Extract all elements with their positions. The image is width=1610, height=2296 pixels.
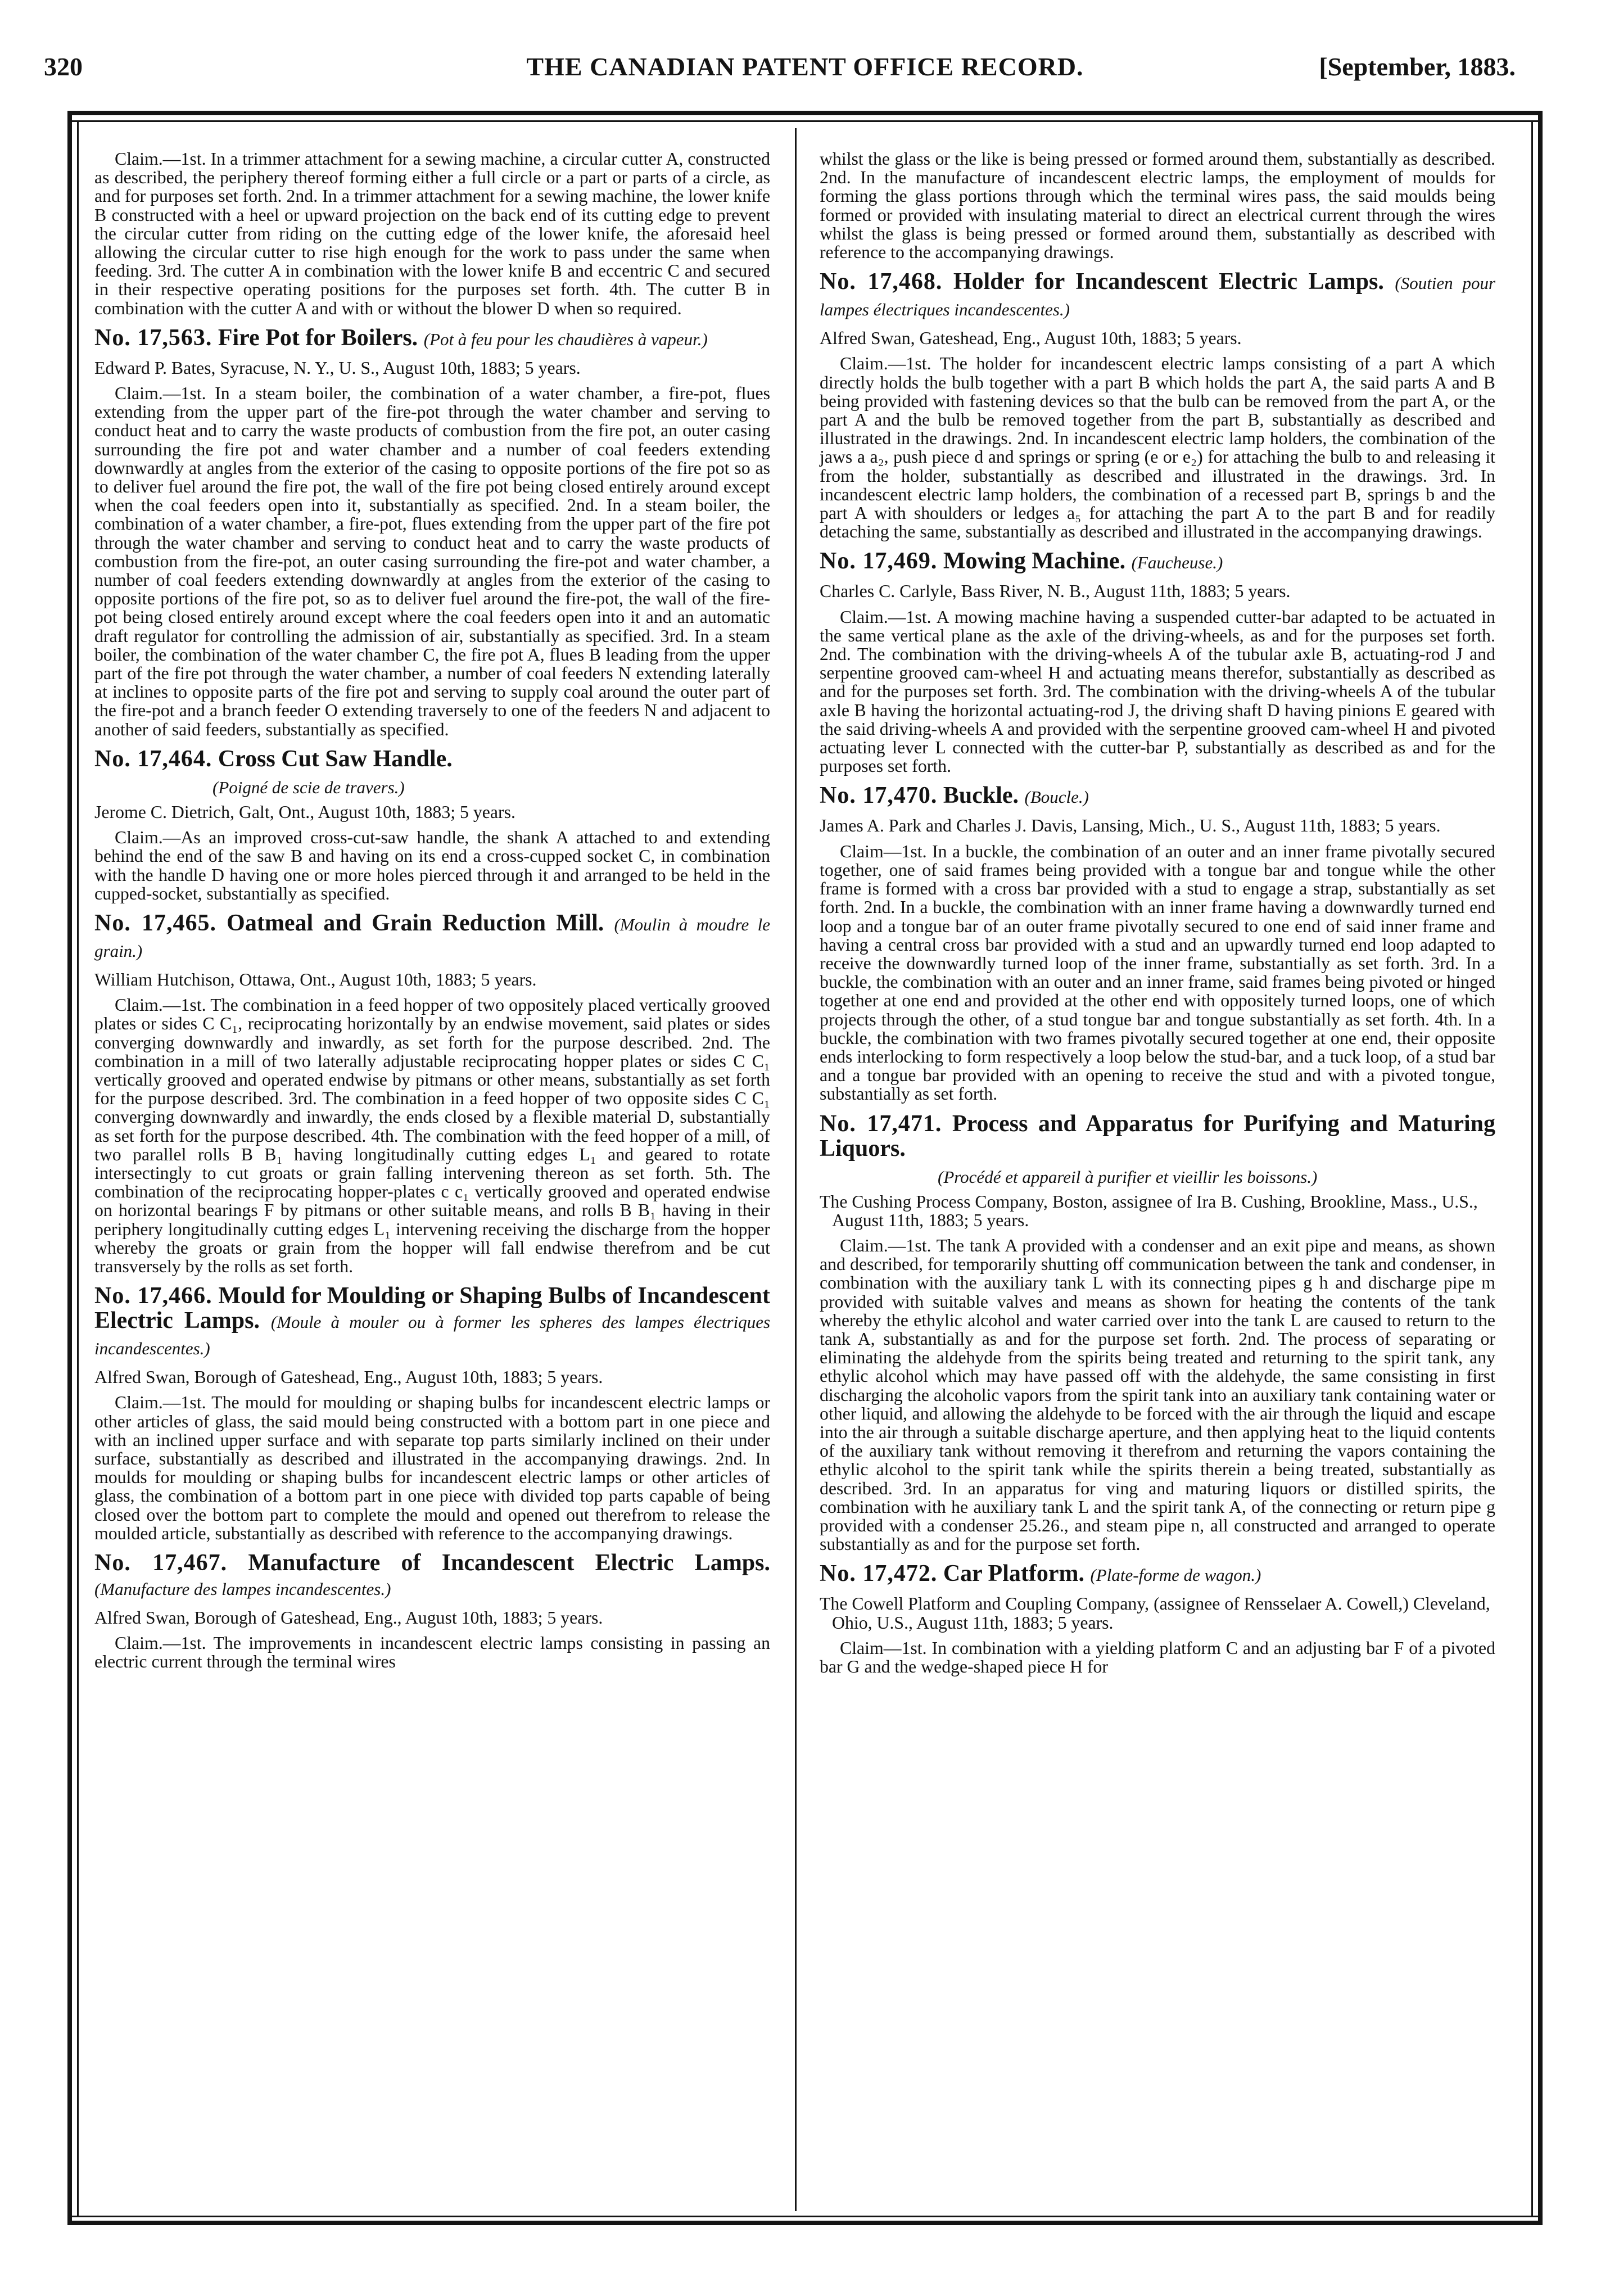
patent-title: Holder for Incandescent Electric Lamps. xyxy=(953,269,1384,295)
patent-title: Mould for Moulding or Shaping Bulbs of Incandescent Electric Lamps. xyxy=(94,1283,771,1334)
patent-title: Mowing Machine. xyxy=(943,548,1126,575)
right-border-thin xyxy=(1531,120,1533,2217)
patent-number: No. 17,467. xyxy=(94,1549,228,1576)
top-rule-thick xyxy=(67,111,1543,115)
patent-number: No. 17,465. xyxy=(94,910,216,936)
patent-number: No. 17,464. xyxy=(94,745,212,772)
patent-french-title: (Moule à mouler ou à former les spheres des lampes électriques incandescentes.) xyxy=(94,1312,771,1359)
column-divider xyxy=(795,128,797,2211)
patent-claim: Claim.—1st. In a steam boiler, the combination of a water chamber, a fire-pot, flues extending from the upper part of the fire-pot through the water chamber and serving to conduct heat and to carry the waste products of combustion from the fire pot, an outer casing surrounding the fire pot and water chamber and a number of coal feeders extending downwardly at angles from the exterior of the casing to opposite portions of the fire pot so as to deliver fuel around the fire pot, the wall of the fire pot being closed entirely around except when the coal feeders open into it, substantially as specified. 2nd. In a steam boiler, the combination of a water chamber, a fire-pot, flues extending from the upper part of the fire pot through the water chamber and serving to conduct heat and to carry the waste products of combustion from the fire-pot, an outer casing surrounding the fire-pot and water chamber, a number of coal feeders extending downwardly at angles from the exterior of the casing to opposite portions of the fire pot, so as to deliver fuel around the fire-pot, the wall of the fire-pot being closed entirely around except where the coal feeders open into it and an automatic draft regulator for controlling the admission of air, substantially as specified. 3rd. In a steam boiler, the combination of the water chamber C, the fire pot A, flues B leading from the upper part of the fire pot through the water chamber, a number of coal feeders N extending laterally at inclines to opposite parts of the fire pot and serving to supply coal around the outer part of the fire-pot and a branch feeder O extending traversely to one of the feeders N and adjacent to another of said feeders, substantially as specified. xyxy=(94,383,770,739)
top-rule-thin xyxy=(67,120,1543,122)
bottom-rule-thick xyxy=(67,2221,1543,2225)
patent-title: Cross Cut Saw Handle. xyxy=(218,745,453,772)
patent-french-title: (Boucle.) xyxy=(1024,787,1089,807)
page-title: THE CANADIAN PATENT OFFICE RECORD. xyxy=(526,52,1084,81)
bottom-rule-thin xyxy=(67,2216,1543,2217)
patent-claim: Claim.—As an improved cross-cut-saw handle, the shank A attached to and extending behind the end of the saw B and having on its end a cross-cupped socket C, in combination with the handle D having one or more holes pierced through it and arranged to be held in the cupped-socket, substantially as specified. xyxy=(94,828,770,903)
patent-entry-heading xyxy=(820,549,1495,575)
patent-claim: Claim.—1st. The holder for incandescent electric lamps consisting of a part A which directly holds the bulb together with a part B which holds the part A, the said parts A and B being provided with fastening devices so that the bulb can be removed from the part A, or the part A and the bulb be removed together from the part B, substantially as described and illustrated in the drawings. 2nd. In incandescent electric lamp holders, the combination of the jaws a a₂, push piece d and springs or spring (e or e₂) for attaching the bulb to and releasing it from the holder, substantially as described and illustrated in the drawings. 3rd. In incandescent electric lamp holders, the combination of a recessed part B, springs b and the part A with shoulders or ledges a₅ for attaching the part A to the part B and for readily detaching the same, substantially as described and illustrated in the accompanying drawings. xyxy=(820,354,1495,542)
patent-byline: The Cowell Platform and Coupling Company, (assignee of Rensselaer A. Cowell,) Cleveland, Ohio, U.S., August 11th, 1883; 5 years. xyxy=(820,1594,1490,1633)
issue-date: [September, 1883. xyxy=(1319,52,1516,81)
patent-claim: Claim.—1st. The combination in a feed hopper of two oppositely placed vertically grooved plates or sides C C₁, reciprocating horizontally by an endwise movement, said plates or sides converging downwardly and inwardly, as set forth for the purpose described. 2nd. The combination in a mill of two laterally adjustable reciprocating hopper plates or sides C C₁ vertically grooved and operated endwise by pitmans or other means, substantially as set forth for the purpose described. 3rd. The combination in a feed hopper of two opposite sides C C₁ converging downwardly and inwardly, the ends closed by a flexible material D, substantially as set forth for the purpose described. 4th. The combination with the feed hopper of a mill, of two parallel rolls B B₁ having longitudinally cutting edges L₁ and geared to rotate intersectingly to cut groats or grain falling intervening thereon as set forth. 5th. The combination of the reciprocating hopper-plates c c₁ vertically grooved and operated endwise on horizontal bearings F by pitmans or other suitable means, and rolls B B₁ having in their periphery longitudinally cutting edges L₁ intervening receiving the discharge from the hopper whereby the groats or grain from the hopper will fall endwise therefrom and be cut transversely by the rolls as set forth. xyxy=(94,995,770,1276)
right-column xyxy=(820,150,1495,1684)
left-border-thin xyxy=(77,120,79,2217)
continued-claim: whilst the glass or the like is being pressed or formed around them, substantially as described. 2nd. In the manufacture of incandescent electric lamps, the employment of moulds for forming the glass portions through which the terminal wires pass, the said moulds being formed or provided with insulating material to direct an electrical current through the wires whilst the glass is being pressed or formed around them, substantially as described with reference to the accompanying drawings. xyxy=(820,149,1495,263)
left-border-thick xyxy=(67,111,72,2225)
page-number: 320 xyxy=(44,52,83,81)
patent-byline: Alfred Swan, Borough of Gateshead, Eng., August 10th, 1883; 5 years. xyxy=(94,1607,603,1628)
patent-french-title: (Pot à feu pour les chaudières à vapeur.) xyxy=(423,329,708,349)
patent-number: No. 17,468. xyxy=(820,269,943,295)
patent-entry-heading xyxy=(94,326,770,352)
patent-byline: Jerome C. Dietrich, Galt, Ont., August 10th, 1883; 5 years. xyxy=(94,802,515,822)
patent-number: No. 17,472. xyxy=(820,1561,938,1587)
patent-french-title: (Soutien pour lampes électriques incandescentes.) xyxy=(820,273,1496,320)
patent-claim: Claim.—1st. The tank A provided with a condenser and an exit pipe and means, as shown and described, for temporarily shutting off communication between the tank and condenser, in combination with the auxiliary tank L with its connecting pipes g h and discharge pipe m provided with suitable valves and means as shown for heating the contents of the tank whereby the ethylic alcohol and water carried over into the tank L are caused to return to the tank A, substantially as and for the purpose set forth. 2nd. The process of separating or eliminating the aldehyde from the spirits being treated and returning to the spirit tank, any ethylic alcohol which may have passed off with the aldehyde, the same consisting in first discharging the alcoholic vapors from the spirit tank into an auxiliary tank containing water or other liquid, and allowing the aldehyde to be forced with the air through the liquid and escape into the air through a suitable discharge aperture, and then applying heat to the liquid contents of the auxiliary tank without removing it therefrom and returning the vapors containing the ethylic alcohol to the spirit tank while the spirits therein a being treated, substantially as described. 3rd. In an apparatus for ving and maturing liquors or distilled spirits, the combination with he auxiliary tank L and the spirit tank A, of the connecting or return pipe g provided with a condenser 25.26., and steam pipe n, all constructed and arranged to operate substantially as and for the purpose set forth. xyxy=(820,1235,1495,1554)
patent-french-title: (Manufacture des lampes incandescentes.) xyxy=(94,1579,391,1599)
patent-byline: Edward P. Bates, Syracuse, N. Y., U. S., August 10th, 1883; 5 years. xyxy=(94,358,581,378)
right-border-thick xyxy=(1538,111,1543,2225)
patent-byline: William Hutchison, Ottawa, Ont., August 10th, 1883; 5 years. xyxy=(94,969,537,989)
patent-byline: The Cushing Process Company, Boston, assignee of Ira B. Cushing, Brookline, Mass., U.S., August 11th, 1883; 5 years. xyxy=(820,1191,1478,1230)
patent-title: Buckle. xyxy=(943,783,1019,809)
patent-claim: Claim.—1st. A mowing machine having a suspended cutter-bar adapted to be actuated in the same vertical plane as the axle of the driving-wheels, as and for the purposes set forth. 2nd. The combination with the driving-wheels A of the tubular axle B, actuating-rod J and serpentine grooved cam-wheel H and actuating means therefor, substantially as described as and for the purposes set forth. 3rd. The combination with the driving-wheels A of the tubular axle B having the horizontal actuating-rod J, the driving shaft D having pinions E geared with the said driving-wheels A and provided with the serpentine grooved cam-wheel H and pivoted actuating lever L connected with the cutter-bar P, substantially as described as and for the purposes set forth. xyxy=(820,607,1495,776)
patent-french-title: (Plate-forme de wagon.) xyxy=(1090,1565,1261,1585)
left-column xyxy=(94,150,770,1679)
patent-byline: James A. Park and Charles J. Davis, Lansing, Mich., U. S., August 11th, 1883; 5 years. xyxy=(820,816,1441,836)
patent-french-title: (Procédé et appareil à purifier et vieillir les boissons.) xyxy=(938,1167,1318,1187)
patent-entry-heading xyxy=(94,911,770,964)
patent-title: Fire Pot for Boilers. xyxy=(218,324,418,351)
patent-entry-heading xyxy=(820,783,1495,810)
patent-number: No. 17,466. xyxy=(94,1283,212,1309)
patent-byline: Alfred Swan, Borough of Gateshead, Eng., August 10th, 1883; 5 years. xyxy=(94,1367,603,1387)
patent-title: Process and Apparatus for Purifying and Maturing Liquors. xyxy=(820,1110,1496,1161)
patent-number: No. 17,563. xyxy=(94,324,212,351)
patent-entry-heading xyxy=(820,1111,1495,1161)
patent-entry-heading xyxy=(820,269,1495,322)
patent-claim: Claim.—1st. The mould for moulding or shaping bulbs for incandescent electric lamps or other articles of glass, the said mould being constructed with a bottom part in one piece and with an inclined upper surface and with separate top parts similarly inclined on their under surface, substantially as described and illustrated in the accompanying drawings. 2nd. In moulds for moulding or shaping bulbs for incandescent electric lamps or other articles of glass, the combination of a bottom part in one piece with divided top parts capable of being closed over the bottom part to complete the mould and opened out therefrom to release the moulded article, substantially as described with reference to the accompanying drawings. xyxy=(94,1393,770,1543)
patent-title: Car Platform. xyxy=(943,1561,1084,1587)
continued-claim: Claim.—1st. In a trimmer attachment for a sewing machine, a circular cutter A, constructed as described, the periphery thereof forming either a full circle or a part or parts of a circle, as and for purposes set forth. 2nd. In a trimmer attachment for a sewing machine, the lower knife B constructed with a heel or upward projection on the back end of its cutting edge to prevent the circular cutter from riding on the cutting edge of the lower knife, the aforesaid heel allowing the circular cutter to rise high enough for the work to pass under the same when feeding. 3rd. The cutter A in combination with the lower knife B and eccentric C and secured in their respective operating positions for the purposes set forth. 4th. The cutter B in combination with the cutter A and with or without the blower D when so required. xyxy=(94,149,770,318)
patent-claim: Claim—1st. In combination with a yielding platform C and an adjusting bar F of a pivoted bar G and the wedge-shaped piece H for xyxy=(820,1638,1495,1676)
patent-entry-heading xyxy=(820,1561,1495,1588)
patent-french-title: (Faucheuse.) xyxy=(1131,553,1223,573)
patent-entry-heading xyxy=(94,1283,770,1361)
patent-number: No. 17,470. xyxy=(820,783,938,809)
patent-french-title: (Moulin à moudre le grain.) xyxy=(94,914,771,961)
patent-title: Manufacture of Incandescent Electric Lamps. xyxy=(248,1549,771,1576)
patent-claim: Claim—1st. In a buckle, the combination of an outer and an inner frame pivotally secured together, one of said frames being provided with a tongue bar and tongue while the other frame is formed with a cross bar provided with a stud to engage a strap, substantially as set forth. 2nd. In a buckle, the combination with an inner frame having a downwardly turned end loop and a tongue bar of an outer frame pivotally secured to one end of said inner frame and having a central cross bar provided with a stud and an upwardly turned end loop adapted to receive the downwardly turned loop of the inner frame, substantially as set forth. 3rd. In a buckle, the combination with an outer and an inner frame, said frames being pivoted or hinged together at one end and provided at the other end with oppositely turned loops, one of which projects through the other, of a stud tongue bar and tongue substantially as set forth. 4th. In a buckle, the combination with two frames pivotally secured together at one end, their opposite ends interlocking to form respectively a loop below the stud-bar, and a tuck loop, of a stud bar and a tongue bar provided with an opening to receive the stud and with a pivoted tongue, substantially as set forth. xyxy=(820,841,1495,1104)
patent-title: Oatmeal and Grain Reduction Mill. xyxy=(227,910,604,936)
patent-number: No. 17,471. xyxy=(820,1110,942,1137)
patent-entry-heading xyxy=(94,747,770,771)
patent-claim: Claim.—1st. The improvements in incandescent electric lamps consisting in passing an electric current through the terminal wires xyxy=(94,1633,770,1672)
patent-byline: Alfred Swan, Gateshead, Eng., August 10th, 1883; 5 years. xyxy=(820,328,1242,349)
patent-french-title: (Poigné de scie de travers.) xyxy=(212,777,405,797)
patent-byline: Charles C. Carlyle, Bass River, N. B., August 11th, 1883; 5 years. xyxy=(820,581,1291,602)
patent-number: No. 17,469. xyxy=(820,548,938,575)
patent-entry-heading xyxy=(94,1551,770,1602)
